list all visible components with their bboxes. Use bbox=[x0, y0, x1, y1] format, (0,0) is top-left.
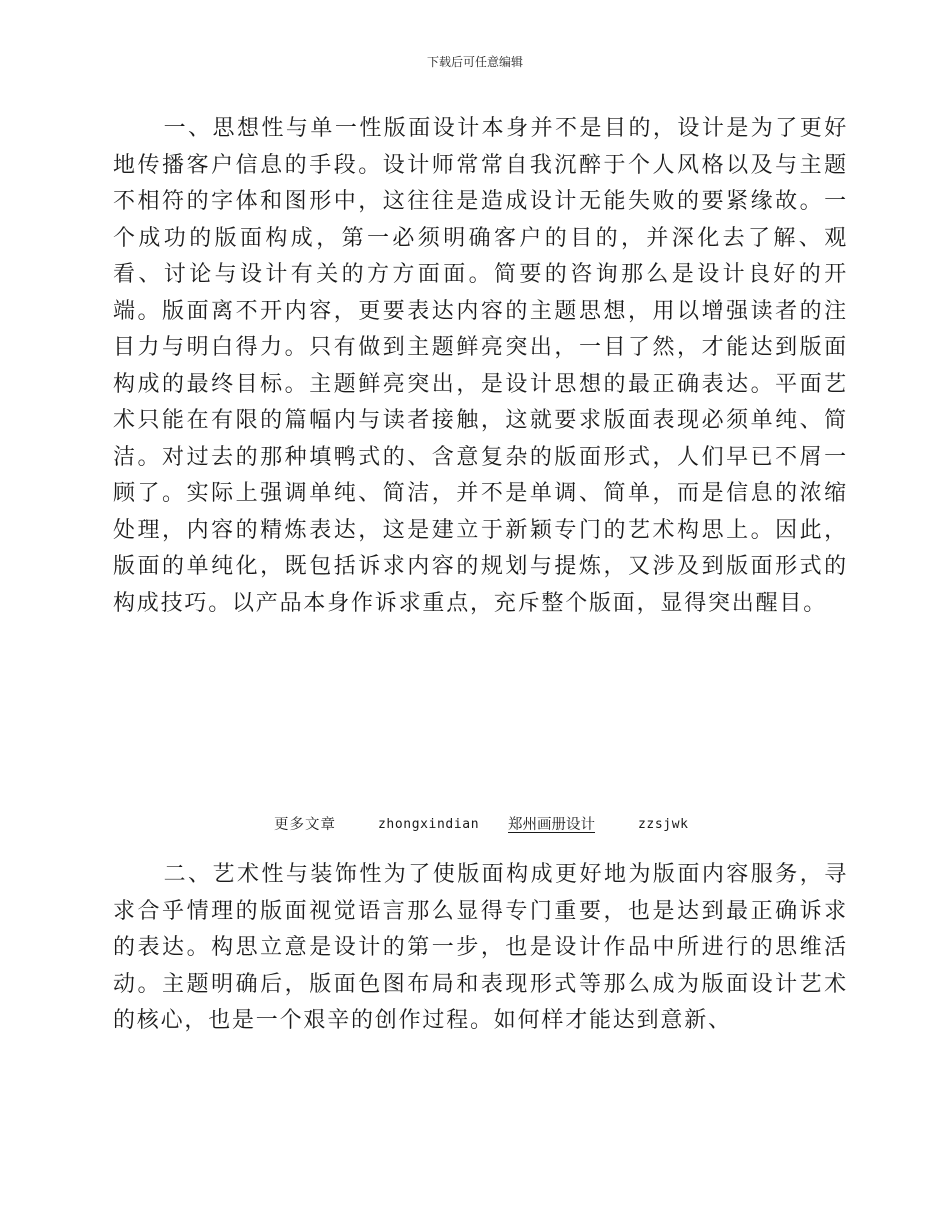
related-links-row bbox=[0, 814, 950, 836]
body-paragraph-1: 一、思想性与单一性版面设计本身并不是目的，设计是为了更好地传播客户信息的手段。设计师常常自我沉醉于个人风格以及与主题不相符的字体和图形中，这往往是造成设计无能失败的要紧缘故。一个成功的版面构成，第一必须明确客户的目的，并深化去了解、观看、讨论与设计有关的方方面面。简要的咨询那么是设计良好的开端。版面离不开内容，更要表达内容的主题思想，用以增强读者的注目力与明白得力。只有做到主题鲜亮突出，一目了然，才能达到版面构成的最终目标。主题鲜亮突出，是设计思想的最正确表达。平面艺术只能在有限的篇幅内与读者接触，这就要求版面表现必须单纯、简洁。对过去的那种填鸭式的、含意复杂的版面形式，人们早已不屑一顾了。实际上强调单纯、简洁，并不是单调、简单，而是信息的浓缩处理，内容的精炼表达，这是建立于新颖专门的艺术构思上。因此，版面的单纯化，既包括诉求内容的规划与提炼，又涉及到版面形式的构成技巧。以产品本身作诉求重点，充斥整个版面，显得突出醒目。 bbox=[113, 116, 848, 616]
zhongxindian-link[interactable]: zhongxindian bbox=[378, 817, 480, 832]
page-header-note: 下载后可任意编辑 bbox=[426, 55, 523, 69]
body-paragraph-2: 二、艺术性与装饰性为了使版面构成更好地为版面内容服务，寻求合乎情理的版面视觉语言那么显得专门重要，也是达到最正确诉求的表达。构思立意是设计的第一步，也是设计作品中所进行的思维活动。主题明确后，版面色图布局和表现形式等那么成为版面设计艺术的核心，也是一个艰辛的创作过程。如何样才能达到意新、 bbox=[113, 862, 848, 1033]
more-articles-link[interactable]: 更多文章 bbox=[274, 817, 336, 833]
zzsjwk-link[interactable]: zzsjwk bbox=[638, 817, 689, 832]
zhengzhou-brochure-design-link[interactable]: 郑州画册设计 bbox=[508, 817, 595, 833]
